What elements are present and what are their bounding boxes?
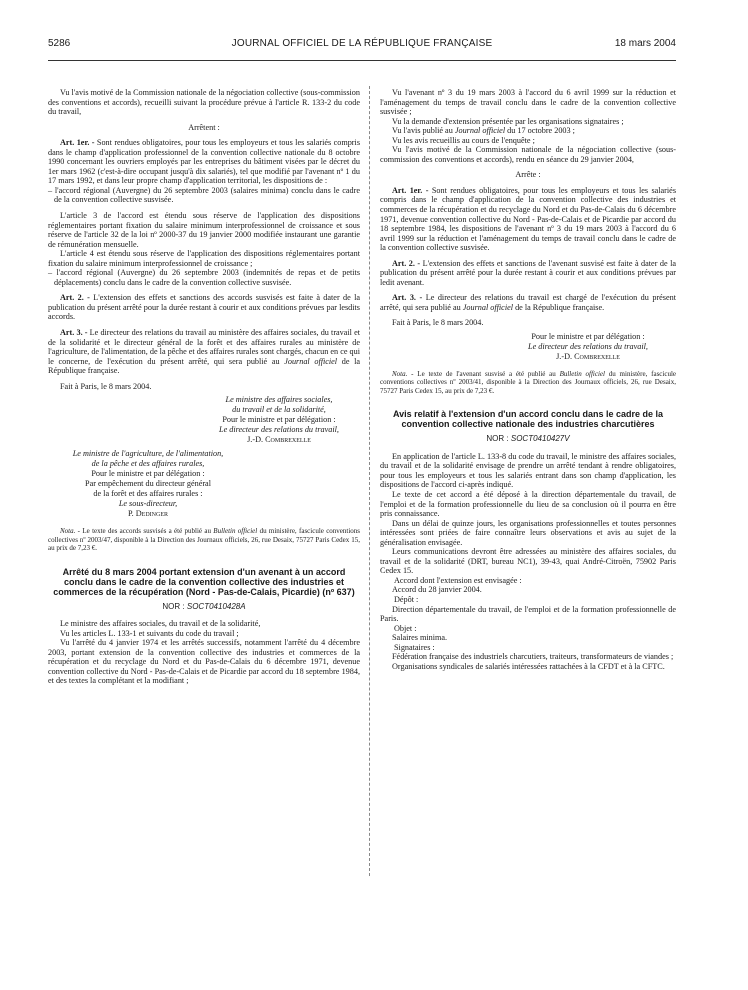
page-header (48, 38, 676, 54)
place-date: Fait à Paris, le 8 mars 2004. (392, 318, 484, 328)
article-label: Art. 3. - (60, 328, 88, 338)
signatory-name: P. Dedinger (128, 509, 168, 519)
nor-code: SOCT0410428A (186, 601, 246, 611)
signatory-name: J.-D. Combrexelle (247, 435, 311, 445)
notice-field-label: Objet : (394, 623, 417, 633)
journal-title: JOURNAL OFFICIEL DE LA RÉPUBLIQUE FRANÇAISE (231, 38, 493, 49)
article-1-item: – l'accord régional (Auvergne) du 26 septembre 2003 (salaires minima) conclu dans le cadre de la convention collective susvisée. (48, 185, 360, 205)
article-text-end: de la République française. (515, 302, 605, 312)
signature-line: de la pêche et des affaires rurales, (91, 459, 205, 469)
section-title: Arrêté du 8 mars 2004 portant extension d'un avenant à un accord conclu dans le cadre de la convention collective des industries et commerces de la récupération (Nord - Pas-de-Calais, Picardie) (nº 637) (53, 566, 355, 597)
signature-line: Par empêchement du directeur général (85, 479, 211, 489)
article-text: Sont rendues obligatoires, pour tous les employeurs et tous les salariés compris dans le champ d'application professionnel de la convention collective nationale du 8 octobre 1990 concernant les ouvriers employés par les entreprises du bâtiment visées par le décret du 1er mars 1962 (c'est-à-dire occupant jusqu'à dix salariés), tel que modifié par l'avenant nº 1 du 17 mars 1992, et dans leur propre champ d'application territorial, les dispositions de : (48, 138, 360, 186)
preamble-line (380, 126, 676, 136)
signature-line: Le ministre des affaires sociales, (225, 395, 333, 405)
preamble-line: Vu les articles L. 133-1 et suivants du code du travail ; (60, 628, 239, 638)
signature-block (48, 449, 248, 519)
article-text-end: de la République française. (48, 356, 361, 376)
signature-line: Le sous-directeur, (118, 499, 178, 509)
nota-text-end: du ministère, fascicule conventions collectives nº 2003/41, disponible à la Direction des Journaux officiels, 26, rue Desaix, 75727 Paris Cedex 15, au prix de 7,23 €. (380, 370, 677, 395)
notice-paragraph: Dans un délai de quinze jours, les organisations professionnelles et toutes personnes intéressées sont priées de faire connaître leurs observations et avis au sujet de la généralisation envisagée. (380, 518, 676, 547)
article-label: Art. 2. - (392, 258, 421, 268)
article-label: Art. 1er. - (392, 185, 429, 195)
nota-text: Le texte de l'avenant susvisé a été publié au (417, 370, 556, 379)
nota-note (380, 370, 676, 395)
signature-block (500, 332, 676, 362)
signature-line: Pour le ministre et par délégation : (531, 332, 645, 342)
notice-field-value: Accord du 28 janvier 2004. (392, 585, 482, 595)
issue-date: 18 mars 2004 (614, 38, 676, 49)
article-1-paragraph: L'article 4 est étendu sous réserve de l'application des dispositions réglementaires portant fixation du salaire minimum interprofessionnel de croissance ; (48, 249, 360, 268)
signature-line: Le ministre de l'agriculture, de l'alimentation, (72, 449, 224, 459)
preamble-text: Vu l'avis publié au (392, 126, 453, 136)
nor-code: SOCT0410427V (510, 434, 570, 444)
nor-label: NOR : (486, 434, 509, 444)
page-number: 5286 (48, 38, 71, 49)
article-text: Le directeur des relations du travail au ministère des affaires sociales, du travail et de la solidarité et le directeur général de la forêt et des affaires rurales au ministère de l'agriculture, de l'alimentation, de la pêche et des affaires rurales sont chargés, chacun en ce qui le concerne, de l'exécution du présent arrêté, qui sera publié au (48, 328, 361, 366)
notice-field-value: Fédération française des industriels charcutiers, traiteurs, transformateurs de viandes ; (392, 652, 674, 662)
preamble-line: Le ministre des affaires sociales, du travail et de la solidarité, (60, 619, 261, 629)
notice-field-label: Signataires : (394, 642, 435, 652)
nota-label: Nota. - (60, 527, 81, 536)
journal-reference: Journal officiel (284, 356, 338, 366)
preamble-line: Vu l'arrêté du 4 janvier 1974 et les arrêtés successifs, notamment l'arrêté du 4 décembre 2003, portant extension de la convention collective des industries et commerces de la récupération et du recyclage du Nord et du Pas-de-Calais du 6 décembre 1971, devenue convention collective du Nord - Pas-de-Calais et de Picardie par accord du 18 septembre 1984, et des textes la complétant et la modifiant ; (48, 638, 360, 686)
nota-note (48, 527, 360, 552)
nor-reference (48, 602, 360, 612)
nota-text: Le texte des accords susvisés a été publié au (82, 527, 211, 536)
signatory-name: J.-D. Combrexelle (556, 352, 620, 362)
left-column (48, 88, 360, 686)
article-2 (48, 293, 360, 322)
article-3 (48, 328, 360, 376)
article-text: Le directeur des relations du travail est chargé de l'exécution du présent arrêté, qui sera publié au (380, 293, 676, 312)
signature-line: du travail et de la solidarité, (232, 405, 326, 415)
preamble-line: Vu la demande d'extension présentée par les organisations signataires ; (392, 116, 624, 126)
signature-line: de la forêt et des affaires rurales : (93, 489, 203, 499)
column-separator (369, 86, 370, 876)
preamble-line: Vu les avis recueillis au cours de l'enquête ; (392, 135, 535, 145)
article-label: Art. 3. - (392, 293, 423, 303)
article-label: Art. 2. - (60, 293, 90, 303)
notice-field-label: Accord dont l'extension est envisagée : (394, 575, 522, 585)
journal-reference: Journal officiel (454, 126, 506, 136)
article-1 (380, 186, 676, 253)
signature-line: Pour le ministre et par délégation : (222, 415, 336, 425)
arrete-heading: Arrêtent : (188, 122, 220, 132)
preamble-text: du 17 octobre 2003 ; (507, 126, 575, 136)
journal-reference: Journal officiel (462, 302, 514, 312)
preamble-line: Vu l'avis motivé de la Commission nationale de la négociation collective (sous-commission des conventions et accords), rendu en séance du 29 janvier 2004, (380, 145, 676, 164)
notice-field-value: Direction départementale du travail, de l'emploi et de la formation professionnelle de Paris. (380, 604, 676, 624)
right-column (380, 88, 676, 671)
article-2 (380, 259, 676, 288)
notice-paragraph: Leurs communications devront être adressées au ministère des affaires sociales, du travail et de la solidarité (DRT, bureau NC1), 39-43, quai André-Citroën, 75902 Paris Cedex 15. (380, 547, 676, 576)
notice-paragraph: Le texte de cet accord a été déposé à la direction départementale du travail, de l'emploi et de la formation professionnelle du lieu de sa conclusion où il pourra en être pris connaissance. (380, 489, 676, 519)
article-text: L'extension des effets et sanctions des accords susvisés est faite à dater de la publication du présent arrêté pour la durée restant à courir et aux conditions prévues par lesdits accords. (48, 293, 361, 322)
article-label: Art. 1er. - (60, 138, 95, 148)
signature-block (198, 395, 360, 445)
article-1-item: – l'accord régional (Auvergne) du 26 septembre 2003 (indemnités de repas et de petits déplacements) conclu dans le cadre de la convention collective susvisée. (48, 268, 360, 287)
bulletin-reference: Bulletin officiel (559, 370, 605, 379)
notice-field-value: Salaires minima. (392, 633, 448, 643)
signature-line: Le directeur des relations du travail, (219, 425, 339, 435)
nota-text-end: du ministère, fascicule conventions collectives nº 2003/47, disponible à la Direction des Journaux officiels, 26, rue Desaix, 75727 Paris Cedex 15, au prix de 7,23 €. (48, 527, 361, 553)
notice-field-label: Dépôt : (394, 595, 419, 604)
preamble-line: Vu l'avenant nº 3 du 19 mars 2003 à l'accord du 6 avril 1999 sur la réduction et l'aménagement du temps de travail conclu dans le cadre de la convention collective susvisée ; (380, 88, 676, 117)
section-title: Avis relatif à l'extension d'un accord conclu dans le cadre de la convention collective nationale des industries charcutières (392, 409, 664, 430)
notice-field-value: Organisations syndicales de salariés intéressées rattachées à la CFDT et à la CFTC. (392, 661, 665, 671)
article-3 (380, 293, 676, 312)
article-1 (48, 138, 360, 186)
signature-line: Pour le ministre et par délégation : (91, 469, 205, 479)
article-1-paragraph: L'article 3 de l'accord est étendu sous réserve de l'application des dispositions réglementaires portant fixation du salaire minimum interprofessionnel de croissance et sous réserve de l'article 32 de la loi nº 2000-37 du 19 janvier 2000 modifiée instaurant une garantie de rémunération mensuelle. (48, 211, 360, 249)
article-text: L'extension des effets et sanctions de l'avenant susvisé est faite à dater de la publication du présent arrêté pour la durée restant à courir et aux conditions prévues par ledit avenant. (380, 258, 677, 287)
header-rule (48, 60, 676, 61)
arrete-heading: Arrête : (515, 170, 541, 180)
place-date: Fait à Paris, le 8 mars 2004. (60, 381, 152, 391)
bulletin-reference: Bulletin officiel (213, 527, 258, 536)
signature-line: Le directeur des relations du travail, (528, 342, 648, 352)
nor-reference (380, 434, 676, 444)
nor-label: NOR : (162, 601, 185, 611)
intro-paragraph: Vu l'avis motivé de la Commission nationale de la négociation collective (sous-commission des conventions et accords), recueilli suivant la procédure prévue à l'article R. 133-2 du code du travail, (48, 88, 360, 117)
nota-label: Nota. - (392, 370, 414, 379)
notice-paragraph: En application de l'article L. 133-8 du code du travail, le ministre des affaires sociales, du travail et de la solidarité envisage de prendre un arrêté tendant à rendre obligatoires, pour tous les employeurs et tous les salariés entrant dans son champ d'application, les dispositions de l'accord ci-après indiqué. (380, 451, 676, 490)
article-text: Sont rendues obligatoires, pour tous les employeurs et tous les salariés compris dans le champ d'application de la convention collective des industries et commerces de la récupération et du recyclage du Nord et du Pas-de-Calais du 6 décembre 1971, devenue convention collective du Nord - Pas-de-Calais et de Picardie par accord du 18 septembre 1984, les dispositions de l'avenant nº 3 du 19 mars 2003 à l'accord du 6 avril 1999 sur la réduction et l'aménagement du temps de travail conclu dans le cadre de la convention collective susvisée. (380, 185, 677, 253)
